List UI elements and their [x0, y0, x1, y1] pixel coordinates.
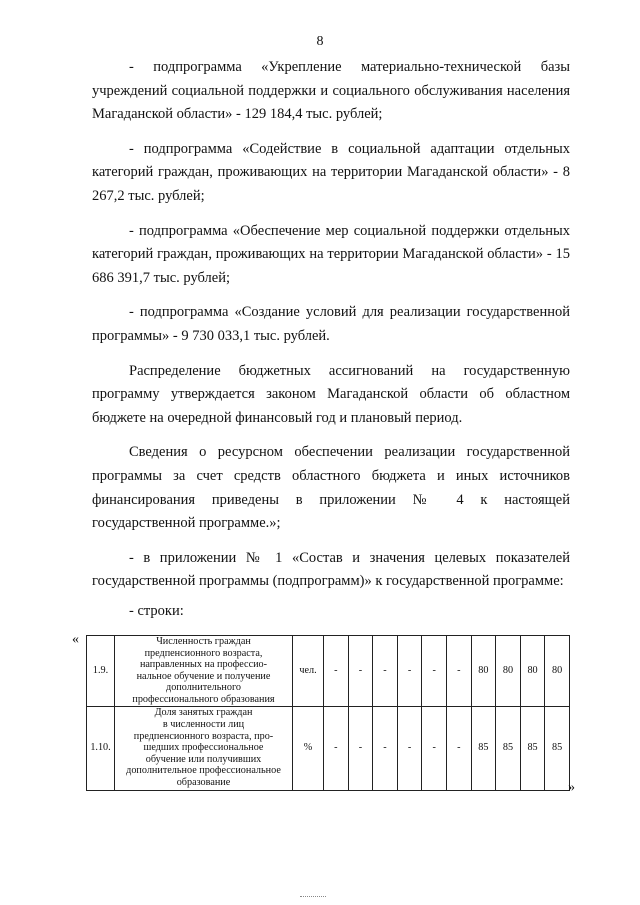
value-cell: - — [373, 636, 398, 707]
value-cell: - — [446, 636, 471, 707]
table-row — [87, 636, 570, 707]
document-body — [92, 56, 570, 623]
value-cell: 80 — [471, 636, 496, 707]
value-cell: - — [373, 706, 398, 790]
value-cell: - — [397, 636, 422, 707]
strings-label: - строки: — [129, 602, 184, 619]
value-cell: 80 — [496, 636, 521, 707]
value-cell: 80 — [520, 636, 545, 707]
value-cell: 80 — [545, 636, 570, 707]
indicators-table — [86, 635, 570, 791]
paragraph-resource-info: Сведения о ресурсном обеспечении реализации государственной программы за счет средств областного бюджета и иных источников финансирования приведены в приложении № 4 к настоящей государственной программе.»; — [92, 444, 570, 532]
opening-quote: « — [72, 632, 79, 647]
scan-artifact-mark — [300, 896, 326, 899]
table-row — [87, 706, 570, 790]
paragraph-subprogram-4: - подпрограмма «Создание условий для реализации государственной программы» - 9 730 033,1 тыс. рублей. — [92, 304, 570, 344]
value-cell: 85 — [471, 706, 496, 790]
page-number: 8 — [316, 34, 324, 49]
value-cell: 85 — [496, 706, 521, 790]
unit-cell: % — [293, 706, 324, 790]
value-cell: - — [324, 706, 349, 790]
value-cell: - — [348, 706, 373, 790]
paragraph-budget-distribution: Распределение бюджетных ассигнований на государственную программу утверждается законом Магаданской области об областном бюджете на очередной финансовый год и плановый период. — [92, 362, 570, 426]
paragraph-subprogram-1: - подпрограмма «Укрепление материально-технической базы учреждений социальной поддержки и социального обслуживания населения Магаданской области» - 129 184,4 тыс. рублей; — [92, 59, 570, 123]
paragraph-subprogram-3: - подпрограмма «Обеспечение мер социальной поддержки отдельных категорий граждан, проживающих на территории Магаданской области» - 15 686 391,7 тыс. рублей; — [92, 222, 570, 286]
value-cell: - — [324, 636, 349, 707]
value-cell: - — [422, 706, 447, 790]
indicator-name: Доля занятых граждан в численности лиц предпенсионного возраста, про- шедших профессиональное обучение или получивших дополнительное профессиональное образование — [115, 706, 293, 790]
row-number: 1.9. — [87, 636, 115, 707]
value-cell: - — [348, 636, 373, 707]
unit-cell: чел. — [293, 636, 324, 707]
indicator-name: Численность граждан предпенсионного возраста, направленных на профессио- нальное обучение и получение дополнительного профессионального образования — [115, 636, 293, 707]
value-cell: - — [446, 706, 471, 790]
value-cell: - — [422, 636, 447, 707]
value-cell: 85 — [545, 706, 570, 790]
row-number: 1.10. — [87, 706, 115, 790]
value-cell: - — [397, 706, 422, 790]
paragraph-appendix-1: - в приложении № 1 «Состав и значения целевых показателей государственной программы (подпрограмм)» к государственной программе: — [92, 549, 570, 590]
paragraph-subprogram-2: - подпрограмма «Содействие в социальной адаптации отдельных категорий граждан, проживающих на территории Магаданской области» - 8 267,2 тыс. рублей; — [92, 140, 570, 204]
value-cell: 85 — [520, 706, 545, 790]
closing-quote: » — [568, 780, 575, 795]
